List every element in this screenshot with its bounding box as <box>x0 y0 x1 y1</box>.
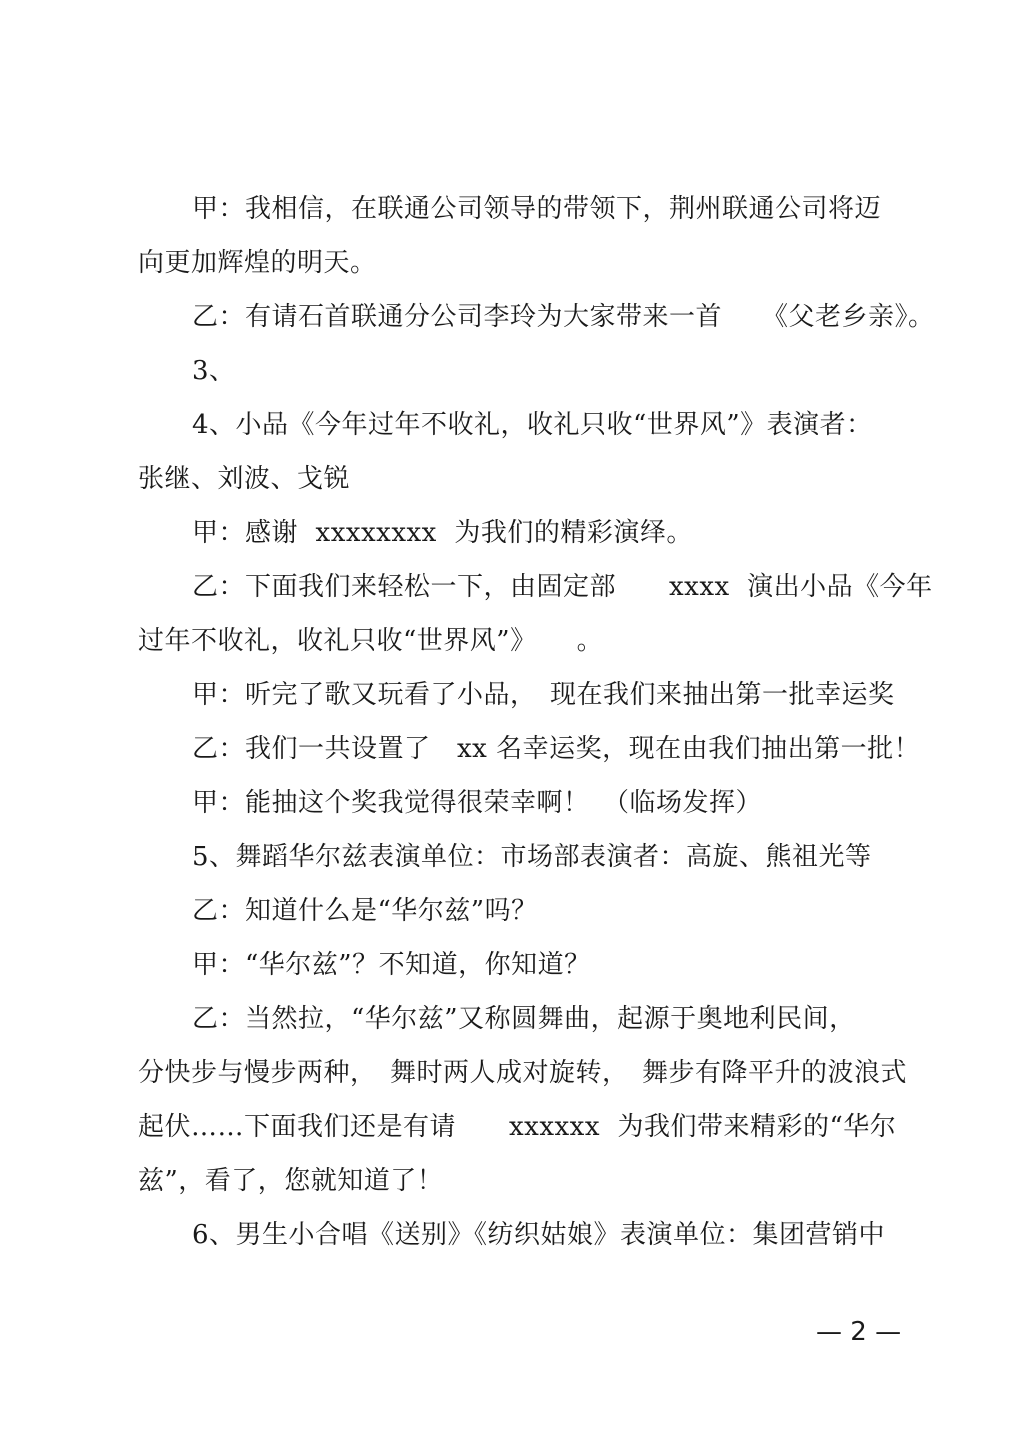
text-line-11: 乙：我们一共设置了 xx 名幸运奖，现在由我们抽出第一批！ <box>192 734 921 764</box>
text-line-2: 向更加辉煌的明天。 <box>138 248 377 278</box>
text-line-8: 乙：下面我们来轻松一下，由固定部 xxxx 演出小品《今年 <box>192 572 933 602</box>
text-line-9: 过年不收礼，收礼只收“世界风”》 。 <box>138 626 604 656</box>
text-line-13: 5、舞蹈华尔兹表演单位：市场部表演者：高旋、熊祖光等 <box>192 842 872 872</box>
text-line-12: 甲：能抽这个奖我觉得很荣幸啊！ （临场发挥） <box>192 788 763 818</box>
text-line-18: 起伏……下面我们还是有请 xxxxxx 为我们带来精彩的“华尔 <box>138 1112 897 1142</box>
text-line-17: 分快步与慢步两种， 舞时两人成对旋转， 舞步有降平升的波浪式 <box>138 1058 908 1088</box>
text-line-6: 张继、刘波、戈锐 <box>138 464 351 494</box>
text-line-1: 甲：我相信，在联通公司领导的带领下，荆州联通公司将迈 <box>192 194 882 224</box>
text-line-14: 乙：知道什么是“华尔兹”吗？ <box>192 896 538 926</box>
text-line-5: 4、小品《今年过年不收礼，收礼只收“世界风”》表演者： <box>192 410 873 440</box>
page-number: — 2 — <box>816 1317 902 1347</box>
text-line-4: 3、 <box>192 356 236 386</box>
text-line-16: 乙：当然拉，“华尔兹”又称圆舞曲，起源于奥地利民间， <box>192 1004 856 1034</box>
text-line-19: 兹”，看了，您就知道了！ <box>138 1166 444 1196</box>
text-line-10: 甲：听完了歌又玩看了小品， 现在我们来抽出第一批幸运奖 <box>192 680 895 710</box>
text-line-7: 甲：感谢 xxxxxxxx 为我们的精彩演绎。 <box>192 518 693 548</box>
text-line-20: 6、男生小合唱《送别》《纺织姑娘》表演单位：集团营销中 <box>192 1220 886 1250</box>
text-line-15: 甲：“华尔兹”？不知道，你知道？ <box>192 950 591 980</box>
text-line-3: 乙：有请石首联通分公司李玲为大家带来一首 《父老乡亲》。 <box>192 302 935 332</box>
